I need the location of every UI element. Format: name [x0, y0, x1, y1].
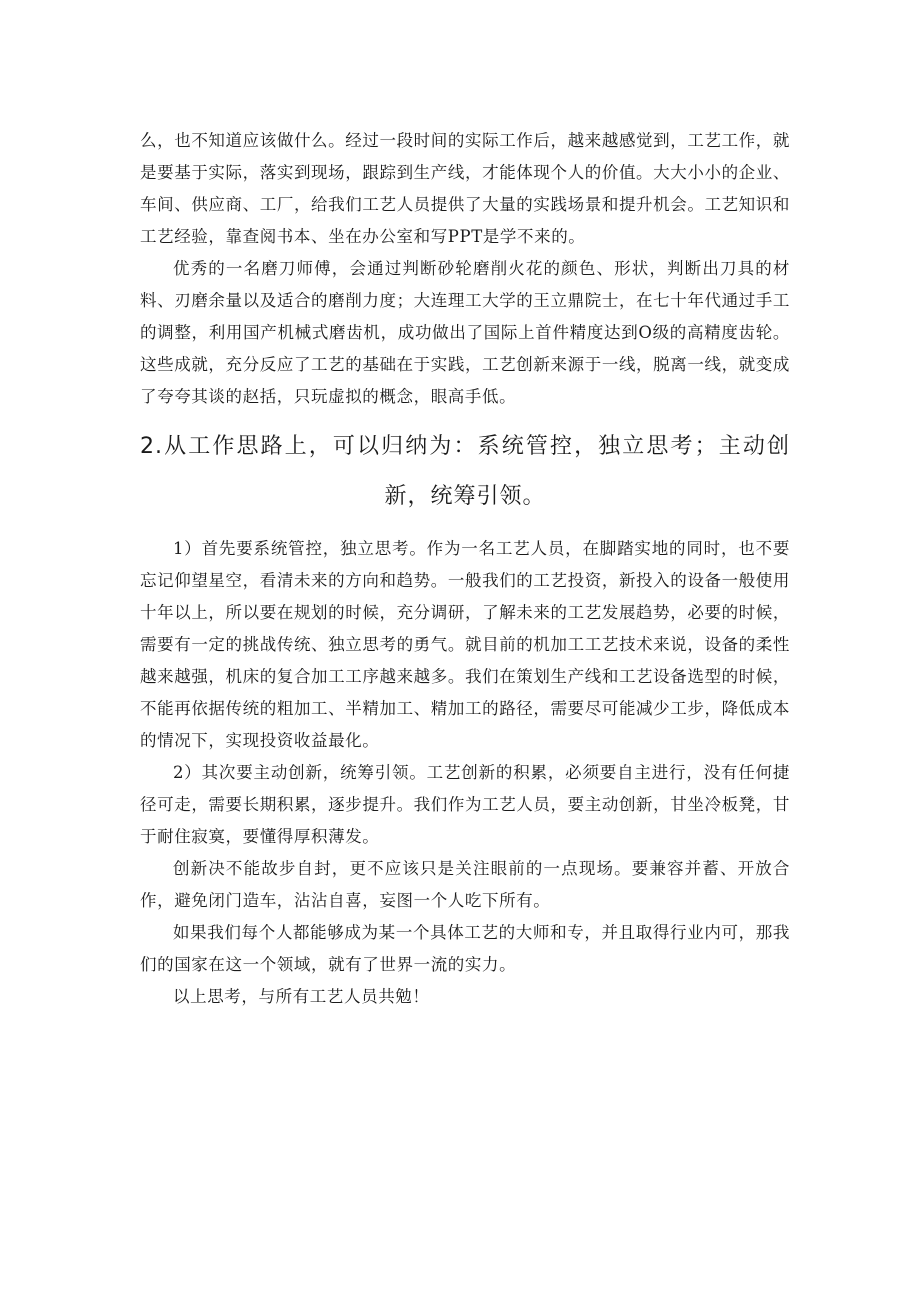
document-page [140, 125, 790, 1013]
body-paragraph-closing: 以上思考，与所有工艺人员共勉！ [173, 987, 430, 1006]
section-heading-line1: 2.从工作思路上，可以归纳为：系统管控，独立思考；主动创 [140, 434, 790, 459]
section-heading [140, 425, 790, 519]
body-paragraph-system-control: 1）首先要系统管控，独立思考。作为一名工艺人员，在脚踏实地的同时，也不要忘记仰望星空，看清未来的方向和趋势。一般我们的工艺投资，新投入的设备一般使用十年以上，所以要在规划的时候，充分调研，了解未来的工艺发展趋势，必要的时候，需要有一定的挑战传统、独立思考的勇气。就目前的机加工工艺技术来说，设备的柔性越来越强，机床的复合加工工序越来越多。我们在策划生产线和工艺设备选型的时候，不能再依据传统的粗加工、半精加工、精加工的路径，需要尽可能减少工步，降低成本的情况下，实现投资收益最化。 [140, 539, 790, 750]
body-paragraph-knife-grinder: 优秀的一名磨刀师傅，会通过判断砂轮磨削火花的颜色、形状，判断出刀具的材料、刃磨余量以及适合的磨削力度；大连理工大学的王立鼎院士，在七十年代通过手工的调整，利用国产机械式磨齿机，成功做出了国际上首件精度达到O级的高精度齿轮。这些成就，充分反应了工艺的基础在于实践，工艺创新来源于一线，脱离一线，就变成了夸夸其谈的赵括，只玩虚拟的概念，眼高手低。 [140, 259, 790, 406]
section-heading-line2: 新，统筹引领。 [384, 484, 546, 509]
body-paragraph-active-innovation: 2）其次要主动创新，统筹引领。工艺创新的积累，必须要自主进行，没有任何捷径可走，需要长期积累，逐步提升。我们作为工艺人员，要主动创新，甘坐冷板凳，甘于耐住寂寞，要懂得厚积薄发。 [140, 763, 790, 846]
body-paragraph-open-cooperation: 创新决不能故步自封，更不应该只是关注眼前的一点现场。要兼容并蓄、开放合作，避免闭门造车，沾沾自喜，妄图一个人吃下所有。 [140, 859, 790, 910]
body-paragraph-continued: 么，也不知道应该做什么。经过一段时间的实际工作后，越来越感觉到，工艺工作，就是要基于实际，落实到现场，跟踪到生产线，才能体现个人的价值。大大小小的企业、车间、供应商、工厂，给我们工艺人员提供了大量的实践场景和提升机会。工艺知识和工艺经验，靠查阅书本、坐在办公室和写PPT是学不来的。 [140, 131, 790, 246]
body-paragraph-masters: 如果我们每个人都能够成为某一个具体工艺的大师和专，并且取得行业内可，那我们的国家在这一个领域，就有了世界一流的实力。 [140, 923, 790, 974]
heading-spacer [140, 519, 790, 533]
